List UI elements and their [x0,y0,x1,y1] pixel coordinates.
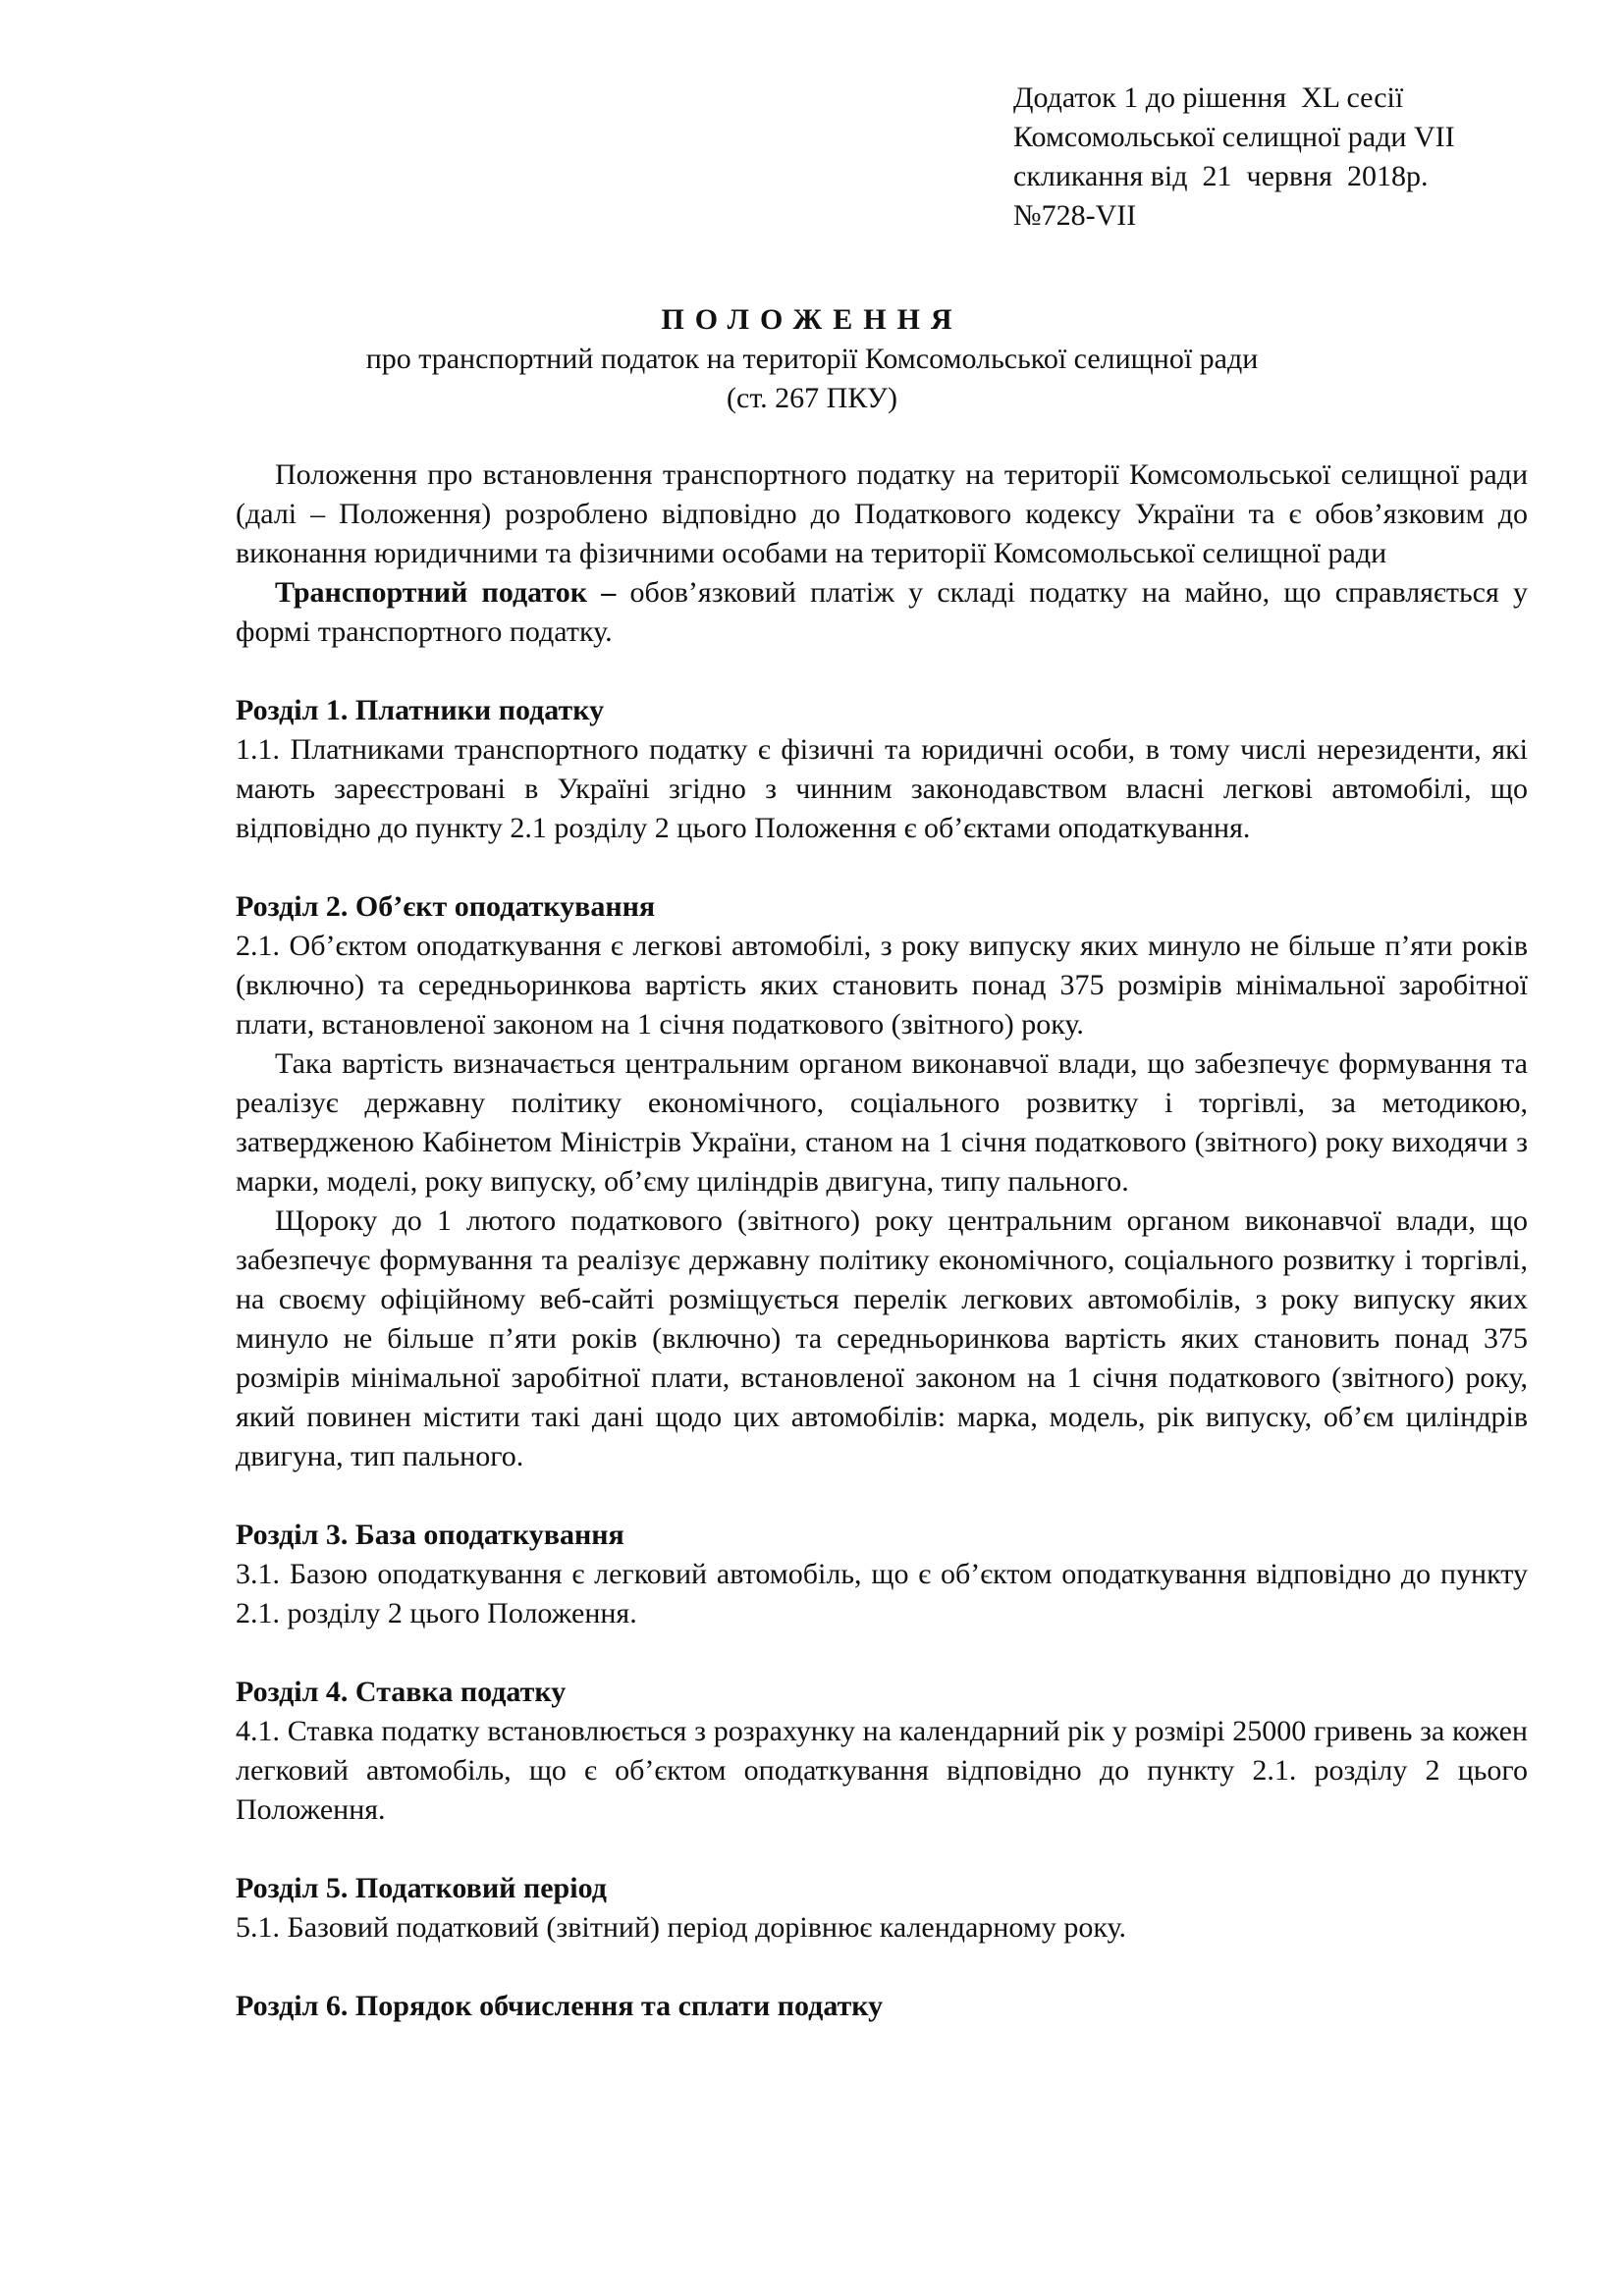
section-paragraph: Така вартість визначається центральним органом виконавчої влади, що забезпечує формування та реалізує державну політику економічного, соціального розвитку і торгівлі, за методикою, затвердженою Кабінетом Міністрів України, станом на 1 січня податкового (звітного) року виходячи з марки, моделі, року випуску, об’єму циліндрів двигуна, типу пального. [236,1047,1528,1198]
section-paragraph: 5.1. Базовий податковий (звітний) період дорівнює календарному року. [236,1911,1126,1944]
section-paragraph: 1.1. Платниками транспортного податку є фізичні та юридичні особи, в тому числі нерезиденти, які мають зареєстровані в Україні згідно з чинним законодавством власні легкові автомобілі, що відповідно до пункту 2.1 розділу 2 цього Положення є об’єктами оподаткування. [236,733,1528,844]
section-paragraph: 4.1. Ставка податку встановлюється з розрахунку на календарний рік у розмірі 25000 гривень за кожен легковий автомобіль, що є об’єктом оподаткування відповідно до пункту 2.1. розділу 2 цього Положення. [236,1715,1528,1826]
document-body [236,455,1528,2026]
document-subtitle [0,340,1624,418]
appendix-line: Комсомольської селищної ради VII [1013,121,1455,153]
appendix-line: Додаток 1 до рішення XL сесії [1013,81,1404,114]
appendix-line: №728-VII [1013,199,1137,232]
section-heading: Розділ 6. Порядок обчислення та сплати податку [236,1990,884,2022]
subtitle-line: про транспортний податок на території Комсомольської селищної ради [365,343,1259,375]
subtitle-line: (ст. 267 ПКУ) [727,382,897,414]
section-paragraph: 2.1. Об’єктом оподаткування є легкові автомобілі, з року випуску яких минуло не більше п’яти років (включно) та середньоринкова вартість яких становить понад 375 розмірів мінімальної заробітної плати, встановленої законом на 1 січня податкового (звітного) року. [236,930,1528,1041]
definition-paragraph [236,573,1528,652]
appendix-line: скликання від 21 червня 2018р. [1013,160,1429,192]
definition-term: Транспортний податок – [275,576,617,609]
section-heading: Розділ 2. Об’єкт оподаткування [236,890,656,923]
intro-paragraph: Положення про встановлення транспортного податку на території Комсомольської селищної ради (далі – Положення) розроблено відповідно до Податкового кодексу України та є обов’язковим до виконання юридичними та фізичними особами на території Комсомольської селищної ради [236,458,1528,569]
section-paragraph: Щороку до 1 лютого податкового (звітного) року центральним органом виконавчої влади, що забезпечує формування та реалізує державну політику економічного, соціального розвитку і торгівлі, на своєму офіційному веб-сайті розміщується перелік легкових автомобілів, з року випуску яких минуло не більше п’яти років (включно) та середньоринкова вартість яких становить понад 375 розмірів мінімальної заробітної плати, встановленої законом на 1 січня податкового (звітного) року, який повинен містити такі дані щодо цих автомобілів: марка, модель, рік випуску, об’єм циліндрів двигуна, тип пального. [236,1204,1528,1472]
definition-text: обов’язковий платіж у складі податку на майно, що справляється у формі транспортного податку. [236,576,1529,648]
section-heading: Розділ 3. База оподаткування [236,1519,624,1551]
section-heading: Розділ 1. Платники податку [236,694,605,726]
section-paragraph: 3.1. Базою оподаткування є легковий автомобіль, що є об’єктом оподаткування відповідно до пункту 2.1. розділу 2 цього Положення. [236,1558,1528,1629]
section-heading: Розділ 5. Податковий період [236,1872,607,1904]
document-title: ПОЛОЖЕННЯ [661,303,963,336]
section-heading: Розділ 4. Ставка податку [236,1676,567,1708]
appendix-note [1013,79,1563,236]
